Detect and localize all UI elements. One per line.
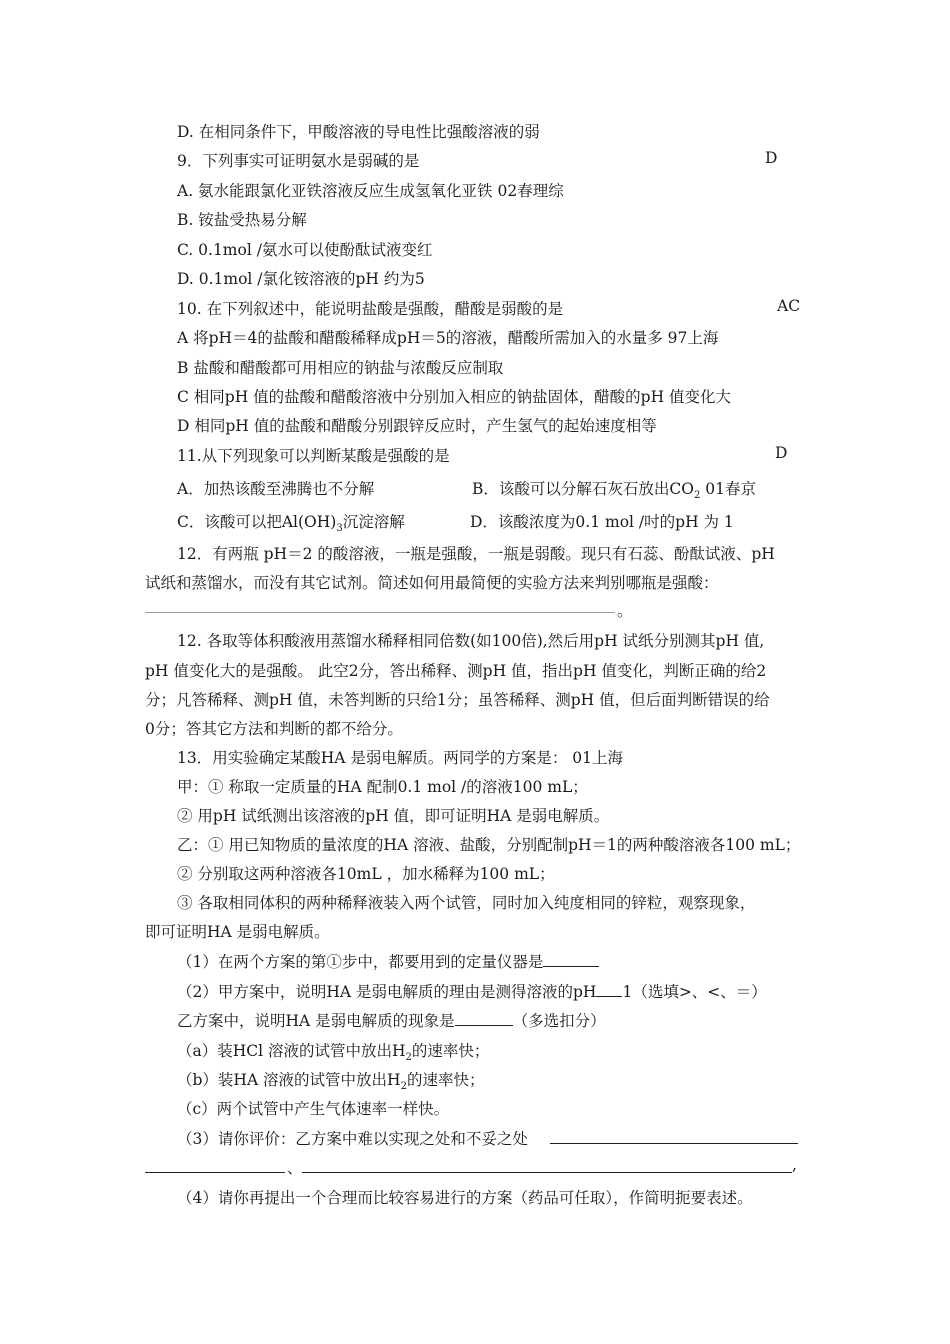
q11-option-a: A．加热该酸至沸腾也不分解 <box>177 480 375 498</box>
q13-plan-jia-step-1: 甲：① 称取一定质量的HA 配制0.1 mol /的溶液100 mL； <box>177 778 588 796</box>
q13-part-3-end: , <box>792 1156 797 1174</box>
a12-line-3: 分；凡答稀释、测pH 值，未答判断的只给1分；虽答稀释、测pH 值，但后面判断错误的给 <box>145 691 770 709</box>
q13-option-a: （a）装HCl 溶液的试管中放出$H_2$的速率快； <box>177 1042 490 1063</box>
q13-part-2-blank[interactable] <box>596 980 622 997</box>
q13-part-1: （1）在两个方案的第①步中，都要用到的定量仪器是 <box>177 950 599 972</box>
q8-option-d: D. 在相同条件下，甲酸溶液的导电性比强酸溶液的弱 <box>177 123 540 141</box>
q12-line-2: 试纸和蒸馏水，而没有其它试剂。简述如何用最简便的实验方法来判别哪瓶是强酸： <box>145 574 719 592</box>
q13-part-1-blank[interactable] <box>543 950 599 967</box>
a12-line-4: 0分；答其它方法和判断的都不给分。 <box>145 720 403 738</box>
q10-option-b: B 盐酸和醋酸都可用相应的钠盐与浓酸反应制取 <box>177 359 504 377</box>
q12-end-mark: 。 <box>617 602 633 620</box>
q11-stem: 11.从下列现象可以判断某酸是强酸的是 <box>177 447 450 465</box>
q10-option-c: C 相同pH 值的盐酸和醋酸溶液中分别加入相应的钠盐固体，醋酸的pH 值变化大 <box>177 388 732 406</box>
q10-stem: 10. 在下列叙述中，能说明盐酸是强酸，醋酸是弱酸的是 <box>177 300 564 318</box>
q9-answer: D <box>765 149 778 167</box>
q13-plan-jia-step-2: ② 用pH 试纸测出该溶液的pH 值，即可证明HA 是弱电解质。 <box>177 807 610 825</box>
q11-option-c: C．该酸可以把$Al(OH)_3$沉淀溶解 <box>177 513 405 534</box>
q12-answer-blank[interactable] <box>145 612 615 613</box>
q13-plan-yi-step-3: ③ 各取相同体积的两种稀释液装入两个试管，同时加入纯度相同的锌粒，观察现象， <box>177 894 756 912</box>
q13-plan-yi-step-2: ② 分别取这两种溶液各10mL ，加水稀释为100 mL； <box>177 865 555 883</box>
q11-answer: D <box>775 444 788 462</box>
q13-part-2: （2）甲方案中，说明HA 是弱电解质的理由是测得溶液的pH 1（选填>、<、＝） <box>177 980 767 1002</box>
q13-plan-yi-step-4: 即可证明HA 是弱电解质。 <box>145 923 330 941</box>
q9-option-b: B. 铵盐受热易分解 <box>177 211 307 229</box>
q9-option-c: C. 0.1mol /氨水可以使酚酞试液变红 <box>177 241 433 259</box>
q13-part-4: （4）请你再提出一个合理而比较容易进行的方案（药品可任取），作简明扼要表述。 <box>177 1189 753 1207</box>
q13-part-2b: 乙方案中，说明HA 是弱电解质的现象是 （多选扣分） <box>177 1009 606 1031</box>
q13-part-2b-blank[interactable] <box>455 1009 513 1026</box>
q11-option-d: D．该酸浓度为0.1 mol /吋的pH 为 1 <box>470 513 734 531</box>
q10-option-a: A 将pH＝4的盐酸和醋酸稀释成pH＝5的溶液，醋酸所需加入的水量多 97上海 <box>177 329 719 347</box>
q13-part-3-blank-3[interactable] <box>302 1172 792 1173</box>
q13-plan-yi-step-1: 乙：① 用已知物质的量浓度的HA 溶液、盐酸，分别配制pH＝1的两种酸溶液各100 mL； <box>177 836 801 854</box>
q13-part-3-separator: 、 <box>287 1159 303 1177</box>
q13-part-3: （3）请你评价：乙方案中难以实现之处和不妥之处 <box>177 1130 528 1148</box>
a12-line-2: pH 值变化大的是强酸。 此空2分，答出稀释、测pH 值，指出pH 值变化，判断正确的给2 <box>145 662 767 680</box>
q9-option-a: A. 氨水能跟氯化亚铁溶液反应生成氢氧化亚铁 02春理综 <box>177 182 564 200</box>
q10-option-d: D 相同pH 值的盐酸和醋酸分别跟锌反应时，产生氢气的起始速度相等 <box>177 417 657 435</box>
q13-option-b: （b）装HA 溶液的试管中放出$H_2$的速率快； <box>177 1071 485 1092</box>
q9-option-d: D. 0.1mol /氯化铵溶液的pH 约为5 <box>177 270 425 288</box>
q10-answer: AC <box>777 297 801 315</box>
q13-part-3-blank-2[interactable] <box>145 1172 285 1173</box>
q12-line-1: 12．有两瓶 pH＝2 的酸溶液，一瓶是强酸，一瓶是弱酸。现只有石蕊、酚酞试液、pH <box>177 545 775 563</box>
a12-line-1: 12. 各取等体积酸液用蒸馏水稀释相同倍数(如100倍),然后用pH 试纸分别测其pH 值, <box>177 632 765 650</box>
q13-stem: 13．用实验确定某酸HA 是弱电解质。两同学的方案是： 01上海 <box>177 749 624 767</box>
q11-option-b: B．该酸可以分解石灰石放出$CO_2$ 01春京 <box>472 480 756 501</box>
q13-option-c: （c）两个试管中产生气体速率一样快。 <box>177 1100 450 1118</box>
q13-part-3-blank-1[interactable] <box>550 1143 798 1144</box>
q9-stem: 9．下列事实可证明氨水是弱碱的是 <box>177 152 420 170</box>
